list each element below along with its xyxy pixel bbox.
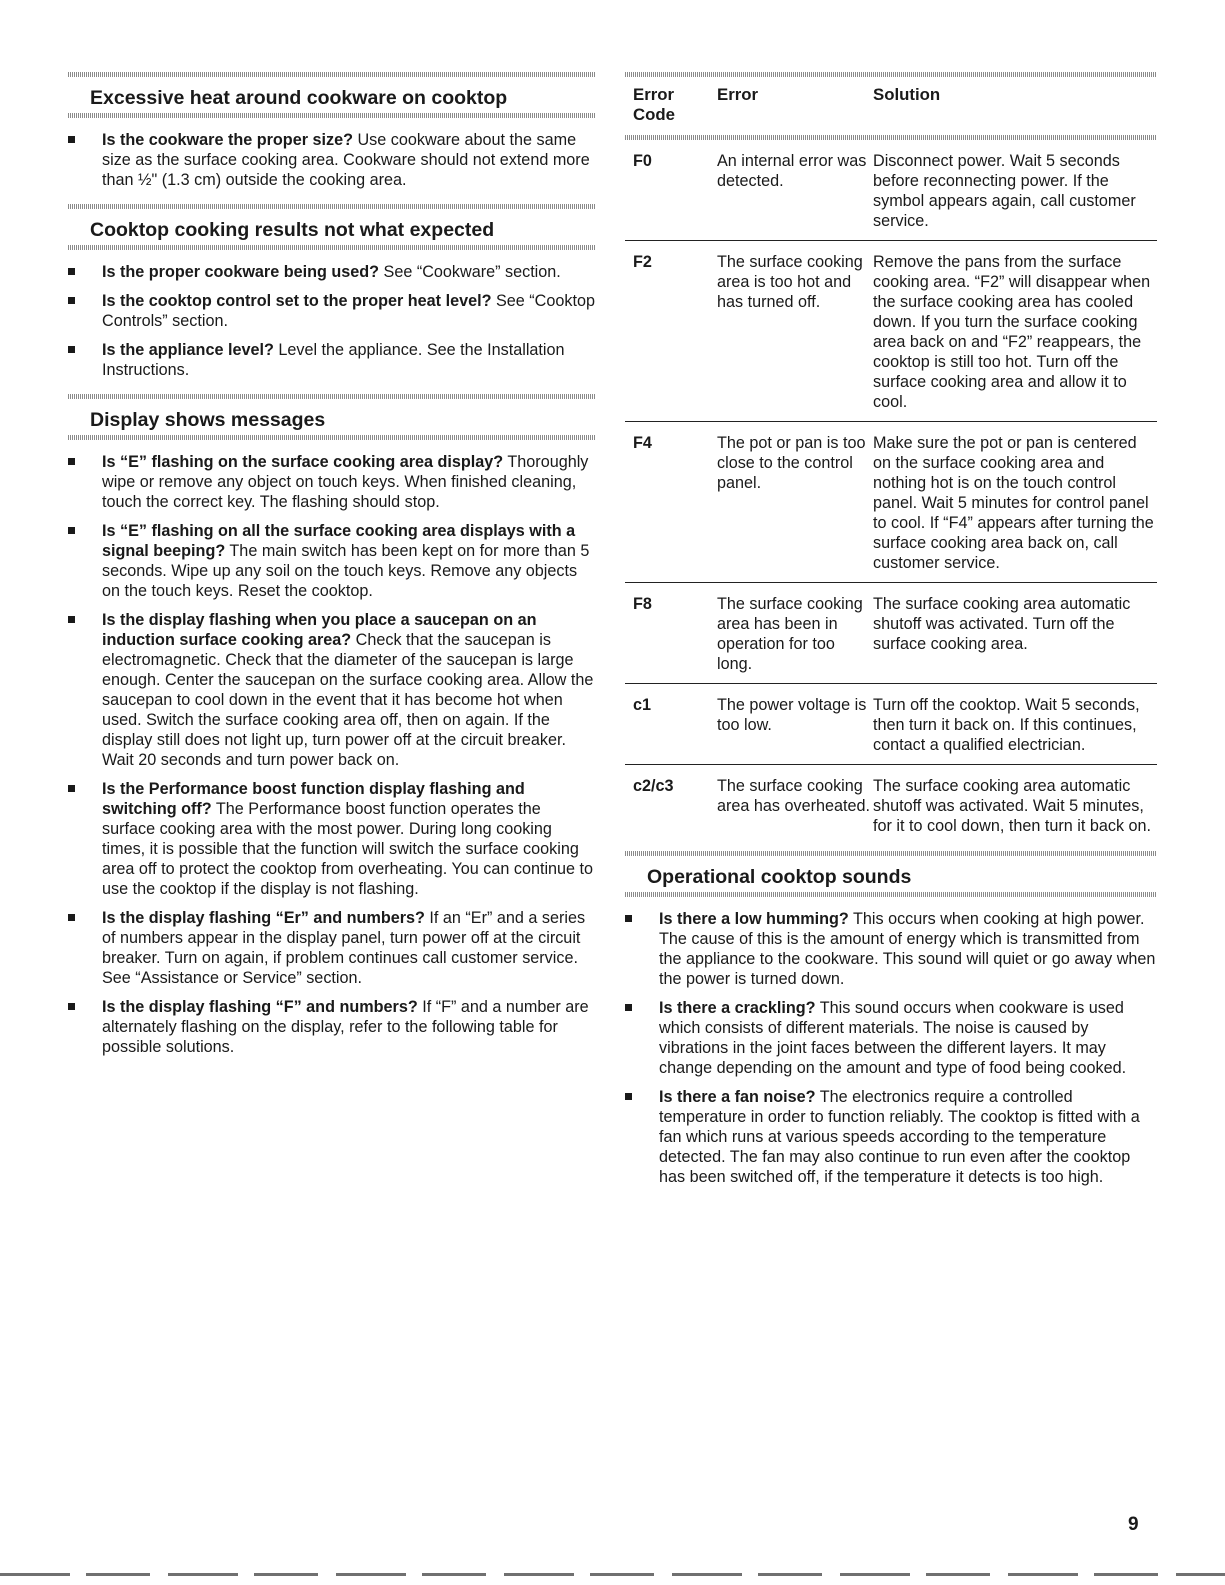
cell-error: The surface cooking area has been in operation for too long.	[717, 583, 873, 684]
answer-text: The main switch has been kept on for more than 5 seconds. Wipe up any soil on the touch keys. Remove any objects on the touch keys. Reset the cooktop.	[102, 542, 590, 600]
bullet-square-icon	[68, 136, 75, 143]
table-header-rule	[625, 135, 1157, 140]
section-results	[68, 204, 596, 380]
bullet-square-icon	[68, 297, 75, 304]
page-bottom-rule	[0, 1573, 1225, 1576]
answer-text: The Performance boost function operates the surface cooking area with the most power. During long cooking times, it is possible that the function will switch the surface cooking area off to protect the cooktop from overheating. You can continue to use the cooktop if the display is not flashing.	[102, 800, 594, 898]
table-row	[625, 241, 1157, 422]
section-rule-bottom	[625, 892, 1157, 897]
section-title: Display shows messages	[90, 409, 326, 431]
list-item	[68, 521, 596, 601]
bullet-square-icon	[68, 914, 75, 921]
error-code-table	[625, 77, 1157, 845]
bullet-list	[68, 452, 596, 1057]
table-row	[625, 583, 1157, 684]
list-item	[68, 130, 596, 190]
answer-text: Check that the saucepan is electromagnetic. Check that the diameter of the saucepan is large enough. Center the saucepan on the surface cooking area. Allow the saucepan to cool down in the event that it has become hot when used. Switch the surface cooking area off, then on again. If the display still does not light up, turn power off at the circuit breaker. Wait 20 seconds and turn power back on.	[102, 631, 594, 769]
table-row	[625, 140, 1157, 241]
section-rule-bottom	[68, 245, 596, 250]
cell-error: An internal error was detected.	[717, 152, 867, 190]
section-display-messages	[68, 394, 596, 1057]
answer-text: This occurs when cooking at high power. The cause of this is the amount of energy which is transmitted from the appliance to the cookware. This sound will quiet or go away when the power is turned down.	[659, 910, 1156, 988]
cell-solution: Make sure the pot or pan is centered on the surface cooking area and nothing hot is on the touch control panel. Wait 5 minutes for control panel to cool. If “F4” appears after turning the surface cooking area back on, call customer service.	[873, 422, 1157, 583]
answer-text: Thoroughly wipe or remove any object on touch keys. When finished cleaning, touch the correct key. The flashing should stop.	[102, 453, 589, 511]
list-item	[68, 291, 596, 331]
question-text: Is “E” flashing on all the surface cooking area displays with a signal beeping?	[102, 522, 576, 560]
table-header-row	[625, 77, 1157, 135]
question-text: Is the cooktop control set to the proper heat level?	[102, 292, 492, 310]
table-row	[625, 684, 1157, 765]
question-text: Is the cookware the proper size?	[102, 131, 353, 149]
answer-text: See “Cookware” section.	[379, 263, 561, 281]
question-text: Is there a fan noise?	[659, 1088, 816, 1106]
list-item	[68, 610, 596, 770]
section-header	[68, 72, 596, 118]
cell-solution: The surface cooking area automatic shutoff was activated. Wait 5 minutes, for it to cool down, then turn it back on.	[873, 765, 1157, 846]
bullet-square-icon	[68, 527, 75, 534]
list-item	[68, 452, 596, 512]
cell-solution: The surface cooking area automatic shutoff was activated. Turn off the surface cooking area.	[873, 583, 1157, 684]
header-rule-row	[625, 135, 1157, 140]
section-header	[68, 394, 596, 440]
section-operational-sounds	[625, 851, 1157, 1187]
question-text: Is there a low humming?	[659, 910, 849, 928]
bullet-square-icon	[625, 915, 632, 922]
cell-code: F2	[625, 241, 717, 422]
cell-code: c2/c3	[625, 765, 717, 846]
section-excessive-heat	[68, 72, 596, 190]
cell-code: c1	[625, 684, 717, 765]
cell-solution: Remove the pans from the surface cooking area. “F2” will disappear when the surface cooking area has cooled down. If you turn the surface cooking area back on and “F2” reappears, the cooktop is still too hot. Turn off the surface cooking area and allow it to cool.	[873, 241, 1157, 422]
cell-error: The pot or pan is too close to the control panel.	[717, 422, 873, 583]
bullet-square-icon	[68, 268, 75, 275]
question-text: Is the proper cookware being used?	[102, 263, 380, 281]
list-item	[625, 998, 1157, 1078]
cell-solution: Turn off the cooktop. Wait 5 seconds, then turn it back on. If this continues, contact a qualified electrician.	[873, 684, 1157, 765]
cell-code: F0	[633, 152, 652, 170]
section-rule-bottom	[68, 113, 596, 118]
page-number: 9	[1128, 1514, 1139, 1535]
header-rule-cell	[625, 135, 1157, 140]
question-text: Is “E” flashing on the surface cooking area display?	[102, 453, 504, 471]
list-item	[68, 262, 596, 282]
header-error: Error	[717, 85, 759, 104]
list-item	[625, 1087, 1157, 1187]
table-row	[625, 422, 1157, 583]
answer-text: If “F” and a number are alternately flashing on the display, refer to the following table for possible solutions.	[102, 998, 589, 1056]
section-rule-top	[68, 394, 596, 399]
bullet-square-icon	[68, 346, 75, 353]
section-header	[68, 204, 596, 250]
cell-error: The surface cooking area is too hot and has turned off.	[717, 241, 873, 422]
right-column	[625, 72, 1157, 1201]
bullet-list	[68, 130, 596, 190]
bullet-square-icon	[68, 1003, 75, 1010]
question-text: Is the display flashing when you place a saucepan on an induction surface cooking area?	[102, 611, 537, 649]
section-title: Excessive heat around cookware on cooktop	[90, 87, 508, 109]
cell-error: The surface cooking area has overheated.	[717, 765, 873, 846]
cell-code: F4	[625, 422, 717, 583]
list-item	[68, 997, 596, 1057]
left-column	[68, 72, 596, 1071]
answer-text: Level the appliance. See the Installation Instructions.	[102, 341, 565, 379]
table-row	[625, 765, 1157, 846]
question-text: Is the display flashing “Er” and numbers?	[102, 909, 425, 927]
bullet-square-icon	[625, 1093, 632, 1100]
bullet-square-icon	[68, 616, 75, 623]
question-text: Is there a crackling?	[659, 999, 816, 1017]
list-item	[68, 908, 596, 988]
header-error-code: Error Code	[633, 85, 675, 124]
bullet-square-icon	[625, 1004, 632, 1011]
section-title: Cooktop cooking results not what expected	[90, 219, 495, 241]
cell-error: The power voltage is too low.	[717, 684, 873, 765]
list-item	[625, 909, 1157, 989]
list-item	[68, 340, 596, 380]
table-rule-top	[625, 72, 1157, 77]
question-text: Is the appliance level?	[102, 341, 274, 359]
cell-code: F8	[625, 583, 717, 684]
bullet-square-icon	[68, 458, 75, 465]
list-item	[68, 779, 596, 899]
bullet-list	[625, 909, 1157, 1187]
section-header	[625, 851, 1157, 897]
answer-text: If an “Er” and a series of numbers appear in the display panel, turn power off at the circuit breaker. Turn on again, if problem continues call customer service. See “Assistance or Service” section.	[102, 909, 586, 987]
answer-text: Use cookware about the same size as the surface cooking area. Cookware should not extend more than ½" (1.3 cm) outside the cooking area.	[102, 131, 590, 189]
bullet-square-icon	[68, 785, 75, 792]
section-rule-top	[625, 851, 1157, 856]
question-text: Is the display flashing “F” and numbers?	[102, 998, 418, 1016]
answer-text: See “Cooktop Controls” section.	[102, 292, 595, 330]
answer-text: The electronics require a controlled temperature in order to function reliably. The cooktop is fitted with a fan which runs at various speeds according to the temperature detected. The fan may also continue to run even after the cooktop has been switched off, if the temperature it detects is too high.	[659, 1088, 1140, 1186]
question-text: Is the Performance boost function display flashing and switching off?	[102, 780, 525, 818]
header-solution: Solution	[873, 85, 941, 104]
bullet-list	[68, 262, 596, 380]
section-rule-bottom	[68, 435, 596, 440]
section-rule-top	[68, 72, 596, 77]
section-rule-top	[68, 204, 596, 209]
cell-solution: Disconnect power. Wait 5 seconds before reconnecting power. If the symbol appears again, call customer service.	[873, 152, 1136, 230]
answer-text: This sound occurs when cookware is used which consists of different materials. The noise is caused by vibrations in the joint faces between the different layers. It may change depending on the amount and type of food being cooked.	[659, 999, 1127, 1077]
section-title: Operational cooktop sounds	[647, 866, 912, 888]
